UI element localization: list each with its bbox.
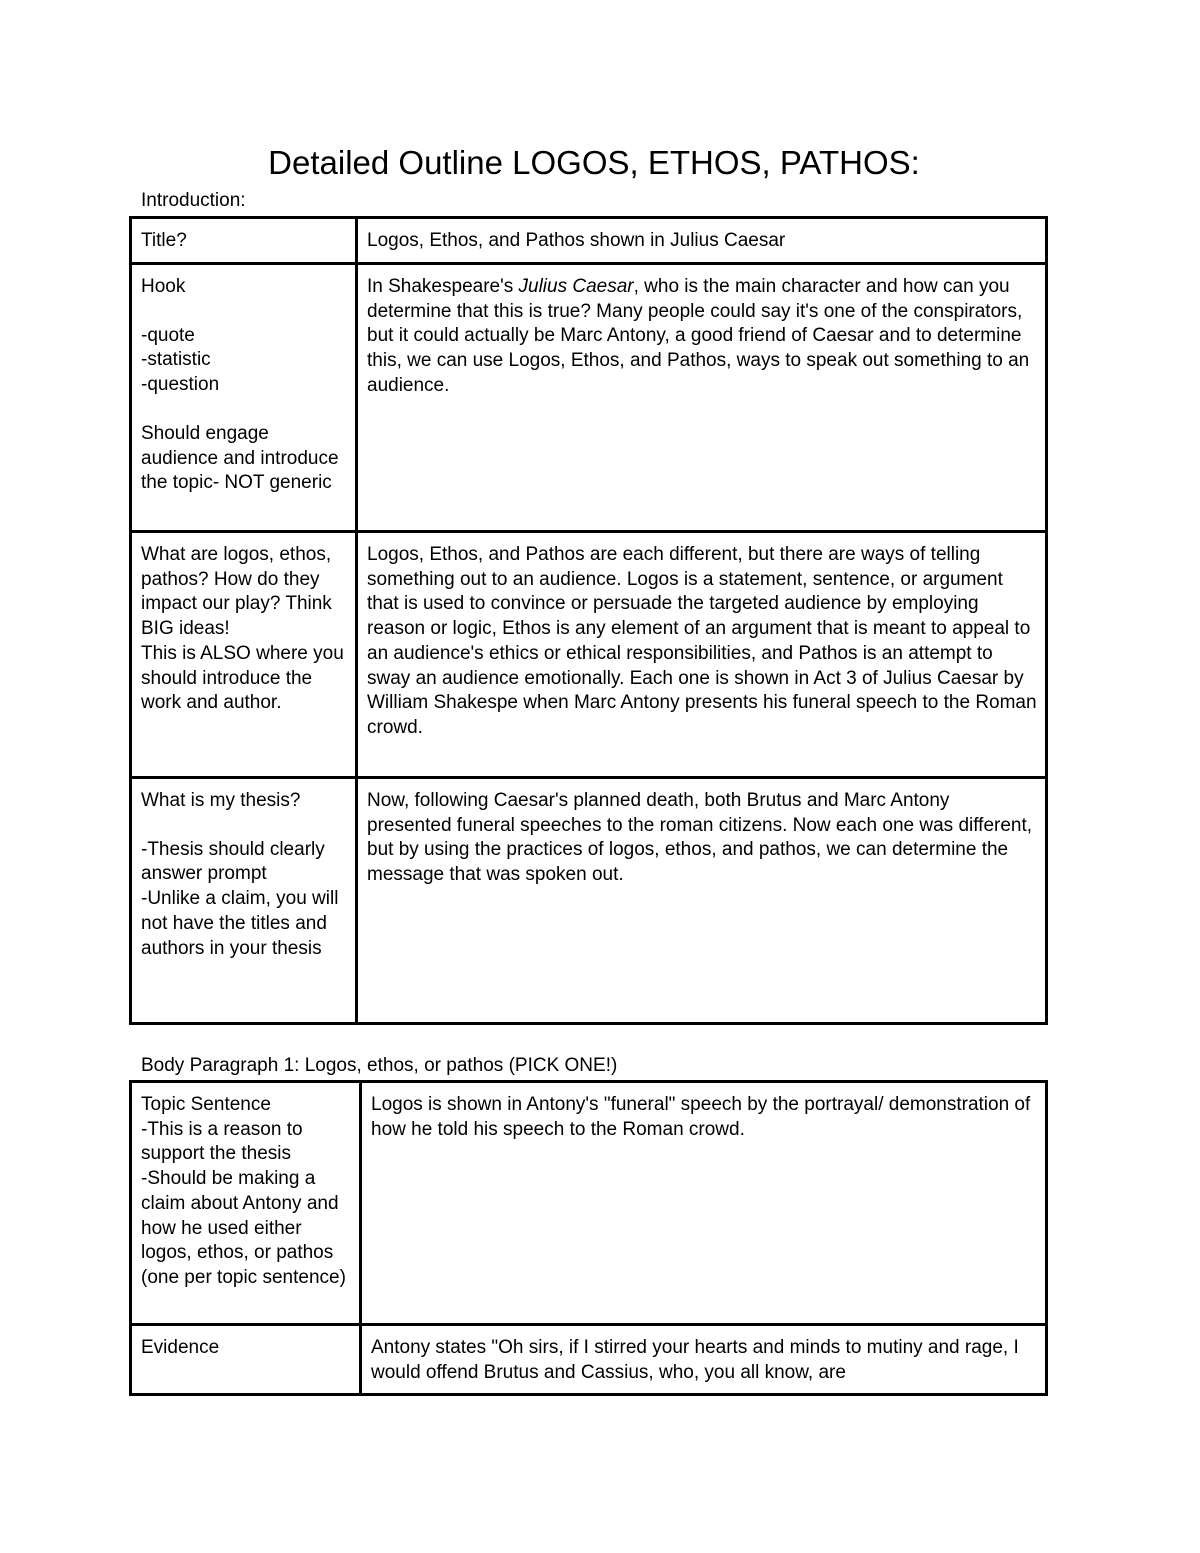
work-title: Julius Caesar <box>518 276 634 297</box>
row-response-cell <box>357 778 1047 1024</box>
response-text: In Shakespeare's <box>367 276 519 297</box>
row-response-cell <box>357 532 1047 778</box>
prompt-line: What is my thesis? <box>141 790 301 811</box>
prompt-line: What are logos, ethos, pathos? How do they impact our play? Think BIG ideas! <box>141 544 332 640</box>
row-prompt-cell <box>131 532 357 778</box>
table-row <box>131 532 1047 778</box>
table-row <box>131 218 1047 264</box>
prompt-spacer <box>141 814 347 838</box>
prompt-spacer <box>141 300 347 324</box>
row-prompt-cell <box>131 264 357 532</box>
row-prompt-cell <box>131 778 357 1024</box>
row-response-cell <box>357 264 1047 532</box>
response-text: , who is the main character and how can you determine that this is true? Many people could say it's one of the conspirators, but it could actually be Marc Antony, a good friend of Caesar and to determine this, we can use Logos, Ethos, and Pathos, ways to speak out something to an audience. <box>367 276 1030 396</box>
prompt-line: -Should be making a claim about Antony and how he used either logos, ethos, or pathos (one per topic sentence) <box>141 1168 346 1288</box>
document-title: Detailed Outline LOGOS, ETHOS, PATHOS: <box>268 144 920 181</box>
response-text: Logos, Ethos, and Pathos shown in Julius Caesar <box>367 230 786 251</box>
response-text: Logos, Ethos, and Pathos are each different, but there are ways of telling something out to an audience. Logos is a statement, sentence, or argument that is used to convince or persuade the targeted audience by employing reason or logic, Ethos is any element of an argument that is meant to appeal to an audience's ethics or ethical responsibilities, and Pathos is an attempt to sway an audience emotionally. Each one is shown in Act 3 of Julius Caesar by William Shakespe when Marc Antony presents his funeral speech to the Roman crowd. <box>367 544 1037 738</box>
row-response-cell <box>361 1325 1047 1395</box>
response-text: Antony states "Oh sirs, if I stirred your hearts and minds to mutiny and rage, I would offend Brutus and Cassius, who, you all know, are <box>371 1337 1019 1383</box>
row-prompt-cell <box>131 1082 361 1325</box>
prompt-line: -Unlike a claim, you will not have the titles and authors in your thesis <box>141 888 339 959</box>
prompt-line: -Thesis should clearly answer prompt <box>141 838 325 885</box>
table-row <box>131 778 1047 1024</box>
response-text: Now, following Caesar's planned death, both Brutus and Marc Antony presented funeral speeches to the roman citizens. Now each one was different, but by using the practices of logos, ethos, and pathos, we can determine the message that was spoken out. <box>367 790 1033 886</box>
introduction-label: Introduction: <box>141 190 246 211</box>
row-response-cell <box>361 1082 1047 1325</box>
prompt-line: Title? <box>141 230 187 251</box>
body-paragraph-1-label: Body Paragraph 1: Logos, ethos, or pathos (PICK ONE!) <box>141 1055 618 1076</box>
prompt-line: -This is a reason to support the thesis <box>141 1118 303 1165</box>
row-prompt-cell <box>131 1325 361 1395</box>
table-row <box>131 1082 1047 1325</box>
prompt-line: This is ALSO where you should introduce the work and author. <box>141 642 344 714</box>
prompt-line: -quote <box>141 324 195 346</box>
prompt-line: Should engage audience and introduce the topic- NOT generic <box>141 422 339 494</box>
row-prompt-cell <box>131 218 357 264</box>
prompt-line: Hook <box>141 276 186 297</box>
prompt-spacer <box>141 398 347 422</box>
introduction-table <box>129 216 1048 1025</box>
table-row <box>131 264 1047 532</box>
response-text: Logos is shown in Antony's "funeral" speech by the portrayal/ demonstration of how he told his speech to the Roman crowd. <box>371 1094 1031 1140</box>
prompt-line: -question <box>141 374 220 396</box>
prompt-line: Topic Sentence <box>141 1094 271 1115</box>
row-response-cell <box>357 218 1047 264</box>
body-paragraph-1-table <box>129 1080 1048 1396</box>
table-row <box>131 1325 1047 1395</box>
prompt-line: -statistic <box>141 349 211 371</box>
prompt-line: Evidence <box>141 1337 220 1358</box>
